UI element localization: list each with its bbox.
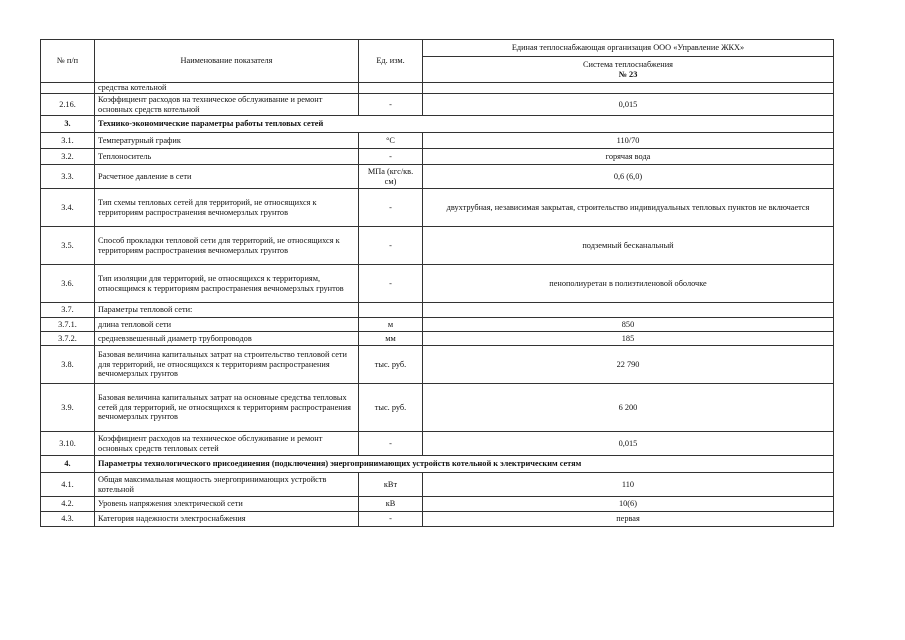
row-num: 2.16. [41, 94, 95, 116]
row-name: Уровень напряжения электрической сети [95, 497, 359, 512]
table-row [41, 165, 834, 189]
section-num: 4. [41, 456, 95, 473]
header-system [423, 57, 834, 83]
row-num: 3.7. [41, 303, 95, 318]
row-num: 4.3. [41, 512, 95, 527]
row-unit: МПа (кгс/кв. см) [359, 165, 423, 189]
table-row [41, 83, 834, 94]
table-body [41, 40, 834, 527]
table-row [41, 473, 834, 497]
row-value: первая [423, 512, 834, 527]
row-value: 185 [423, 332, 834, 346]
row-name: Коэффициент расходов на техническое обслуживание и ремонт основных средств котельной [95, 94, 359, 116]
row-name: средства котельной [95, 83, 359, 94]
row-num [41, 83, 95, 94]
row-num: 3.8. [41, 346, 95, 384]
row-unit: тыс. руб. [359, 346, 423, 384]
table-row [41, 133, 834, 149]
row-num: 4.1. [41, 473, 95, 497]
row-num: 3.4. [41, 189, 95, 227]
row-value: 6 200 [423, 384, 834, 432]
row-name: Теплоноситель [95, 149, 359, 165]
row-num: 4.2. [41, 497, 95, 512]
row-num: 3.5. [41, 227, 95, 265]
row-unit: - [359, 227, 423, 265]
row-unit: - [359, 94, 423, 116]
row-value: 22 790 [423, 346, 834, 384]
table-row [41, 189, 834, 227]
row-num: 3.1. [41, 133, 95, 149]
row-unit: кВ [359, 497, 423, 512]
table-row [41, 227, 834, 265]
row-name: Расчетное давление в сети [95, 165, 359, 189]
header-col-name: Наименование показателя [95, 40, 359, 83]
parameters-table [40, 39, 834, 527]
row-unit [359, 303, 423, 318]
row-value [423, 303, 834, 318]
table-row [41, 497, 834, 512]
row-num: 3.7.1. [41, 318, 95, 332]
section-num: 3. [41, 116, 95, 133]
row-name: Способ прокладки тепловой сети для территорий, не относящихся к территориям распространения вечномерзлых грунтов [95, 227, 359, 265]
table-row [41, 432, 834, 456]
table-row [41, 149, 834, 165]
row-unit: - [359, 432, 423, 456]
row-num: 3.10. [41, 432, 95, 456]
row-num: 3.9. [41, 384, 95, 432]
section-title: Параметры технологического присоединения (подключения) энергопринимающих устройств котельной к электрическим сетям [95, 456, 834, 473]
table-row [41, 512, 834, 527]
row-value: 0,015 [423, 94, 834, 116]
system-number: № 23 [618, 69, 638, 79]
row-value [423, 83, 834, 94]
row-name: средневзвешенный диаметр трубопроводов [95, 332, 359, 346]
row-unit: - [359, 265, 423, 303]
table-row [41, 346, 834, 384]
table-row [41, 94, 834, 116]
row-value: 0,6 (6,0) [423, 165, 834, 189]
row-name: Общая максимальная мощность энергопринимающих устройств котельной [95, 473, 359, 497]
system-label: Система теплоснабжения [583, 59, 673, 69]
row-value: пенополиуретан в полиэтиленовой оболочке [423, 265, 834, 303]
row-value: 10(6) [423, 497, 834, 512]
row-num: 3.7.2. [41, 332, 95, 346]
row-unit: кВт [359, 473, 423, 497]
row-name: Базовая величина капитальных затрат на строительство тепловой сети для территорий, не относящихся к территориям распространения вечномерзлых грунтов [95, 346, 359, 384]
header-col-unit: Ед. изм. [359, 40, 423, 83]
row-name: Тип схемы тепловых сетей для территорий, не относящихся к территориям распространения вечномерзлых грунтов [95, 189, 359, 227]
section-title: Технико-экономические параметры работы тепловых сетей [95, 116, 834, 133]
table-row [41, 384, 834, 432]
row-value: 0,015 [423, 432, 834, 456]
header-col-num: № п/п [41, 40, 95, 83]
row-value: двухтрубная, независимая закрытая, строительство индивидуальных тепловых пунктов не включается [423, 189, 834, 227]
section-row [41, 456, 834, 473]
row-unit: тыс. руб. [359, 384, 423, 432]
row-value: 110 [423, 473, 834, 497]
row-unit: - [359, 512, 423, 527]
row-name: Коэффициент расходов на техническое обслуживание и ремонт основных средств тепловых сетей [95, 432, 359, 456]
row-num: 3.3. [41, 165, 95, 189]
table-row [41, 265, 834, 303]
table-row [41, 332, 834, 346]
row-num: 3.6. [41, 265, 95, 303]
row-num: 3.2. [41, 149, 95, 165]
table-row [41, 318, 834, 332]
row-unit [359, 83, 423, 94]
row-name: Категория надежности электроснабжения [95, 512, 359, 527]
row-unit: мм [359, 332, 423, 346]
row-name: Базовая величина капитальных затрат на основные средства тепловых сетей для территорий, не относящихся к территориям распространения вечномерзлых грунтов [95, 384, 359, 432]
row-unit: - [359, 149, 423, 165]
row-value: подземный бесканальный [423, 227, 834, 265]
row-value: 850 [423, 318, 834, 332]
table-row [41, 303, 834, 318]
section-row [41, 116, 834, 133]
row-name: Тип изоляции для территорий, не относящихся к территориям, относящимся к территориям распространения вечномерзлых грунтов [95, 265, 359, 303]
row-name: Параметры тепловой сети: [95, 303, 359, 318]
row-unit: °С [359, 133, 423, 149]
row-unit: м [359, 318, 423, 332]
row-name: длина тепловой сети [95, 318, 359, 332]
row-unit: - [359, 189, 423, 227]
header-org: Единая теплоснабжающая организация ООО «Управление ЖКХ» [423, 40, 834, 57]
row-value: горячая вода [423, 149, 834, 165]
row-name: Температурный график [95, 133, 359, 149]
header-row-1 [41, 40, 834, 57]
row-value: 110/70 [423, 133, 834, 149]
